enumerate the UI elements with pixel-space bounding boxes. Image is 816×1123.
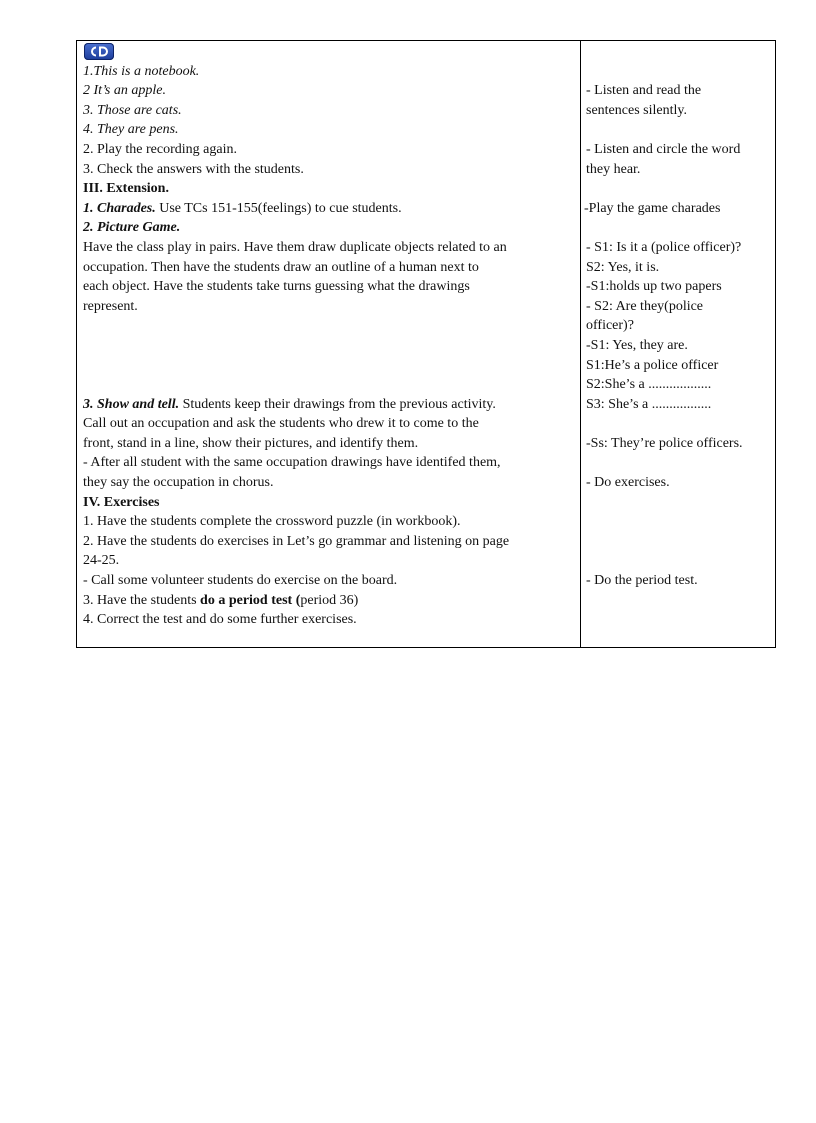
- spacer: [83, 336, 575, 356]
- period-test-activity: - Do the period test.: [586, 573, 698, 589]
- test-bold: do a period test (: [200, 592, 301, 608]
- listen-circle: they hear.: [586, 161, 641, 177]
- police-officers-line: -Ss: They’re police officers.: [586, 435, 743, 451]
- show-tell-detail: they say the occupation in chorus.: [83, 475, 274, 491]
- show-tell-text: Students keep their drawings from the previous activity.: [179, 396, 496, 412]
- picture-game-line: each object. Have the students take turns guessing what the drawings: [83, 279, 470, 295]
- extension-heading: III. Extension.: [83, 181, 169, 197]
- exercise-line: 1. Have the students complete the crossword puzzle (in workbook).: [83, 514, 461, 530]
- test-suffix: period 36): [300, 592, 359, 608]
- charades-line: [83, 199, 575, 219]
- play-charades: -Play the game charades: [584, 200, 721, 216]
- exercise-line: 24-25.: [83, 553, 120, 569]
- student-activities-column: [586, 42, 774, 591]
- teacher-activities-column: [83, 42, 575, 630]
- final-line: 4. Correct the test and do some further exercises.: [83, 612, 357, 628]
- step-play-recording: 2. Play the recording again.: [83, 141, 237, 157]
- charades-title: 1. Charades.: [83, 200, 156, 216]
- picture-game-line: occupation. Then have the students draw an outline of a human next to: [83, 259, 479, 275]
- show-tell-detail: - After all student with the same occupation drawings have identifed them,: [83, 455, 501, 471]
- do-exercises-line: - Do exercises.: [586, 475, 670, 491]
- spacer: [83, 356, 575, 376]
- exercise-line: 2. Have the students do exercises in Let’s go grammar and listening on page: [83, 533, 510, 549]
- dialogue-line: S2:She’s a ..................: [586, 377, 712, 393]
- sentence-2: 2 It’s an apple.: [83, 83, 166, 99]
- spacer: [586, 453, 774, 473]
- picture-game-line: Have the class play in pairs. Have them draw duplicate objects related to an: [83, 239, 507, 255]
- spacer: [586, 414, 774, 434]
- listen-read: - Listen and read the: [586, 83, 702, 99]
- dialogue-line: S3: She’s a .................: [586, 396, 712, 412]
- show-tell-detail: front, stand in a line, show their pictures, and identify them.: [83, 435, 419, 451]
- spacer: [586, 120, 774, 140]
- dialogue-line: - S1: Is it a (police officer)?: [586, 239, 742, 255]
- picture-game-line: represent.: [83, 298, 138, 314]
- column-divider: [580, 41, 581, 647]
- lesson-plan-table: [76, 40, 776, 648]
- spacer: [586, 179, 774, 199]
- spacer: [83, 316, 575, 336]
- exercises-heading: IV. Exercises: [83, 494, 160, 510]
- sentence-1: 1.This is a notebook.: [83, 63, 200, 79]
- icon-row: [83, 42, 575, 62]
- show-tell-title: 3. Show and tell.: [83, 396, 180, 412]
- period-test-line: [83, 591, 575, 611]
- spacer: [83, 375, 575, 395]
- show-tell-line: [83, 395, 575, 415]
- step-check-answers: 3. Check the answers with the students.: [83, 161, 304, 177]
- spacer: [586, 62, 774, 82]
- spacer: [586, 512, 774, 532]
- spacer: [586, 42, 774, 62]
- listen-read: sentences silently.: [586, 102, 687, 118]
- dialogue-line: -S1:holds up two papers: [586, 279, 722, 295]
- dialogue-line: officer)?: [586, 318, 634, 334]
- show-tell-detail: Call out an occupation and ask the students who drew it to come to the: [83, 416, 479, 432]
- dialogue-line: - S2: Are they(police: [586, 298, 704, 314]
- cd-audio-icon: [84, 43, 114, 60]
- test-prefix: 3. Have the students: [83, 592, 201, 608]
- listen-circle: - Listen and circle the word: [586, 141, 741, 157]
- charades-text: Use TCs 151-155(feelings) to cue students.: [155, 200, 402, 216]
- picture-game-title: 2. Picture Game.: [83, 220, 181, 236]
- dialogue-line: S1:He’s a police officer: [586, 357, 719, 373]
- dialogue-line: S2: Yes, it is.: [586, 259, 660, 275]
- spacer: [586, 532, 774, 552]
- sentence-4: 4. They are pens.: [83, 122, 179, 138]
- spacer: [586, 218, 774, 238]
- spacer: [586, 493, 774, 513]
- dialogue-line: -S1: Yes, they are.: [586, 337, 688, 353]
- sentence-3: 3. Those are cats.: [83, 102, 182, 118]
- exercise-line: - Call some volunteer students do exercise on the board.: [83, 573, 398, 589]
- spacer: [586, 551, 774, 571]
